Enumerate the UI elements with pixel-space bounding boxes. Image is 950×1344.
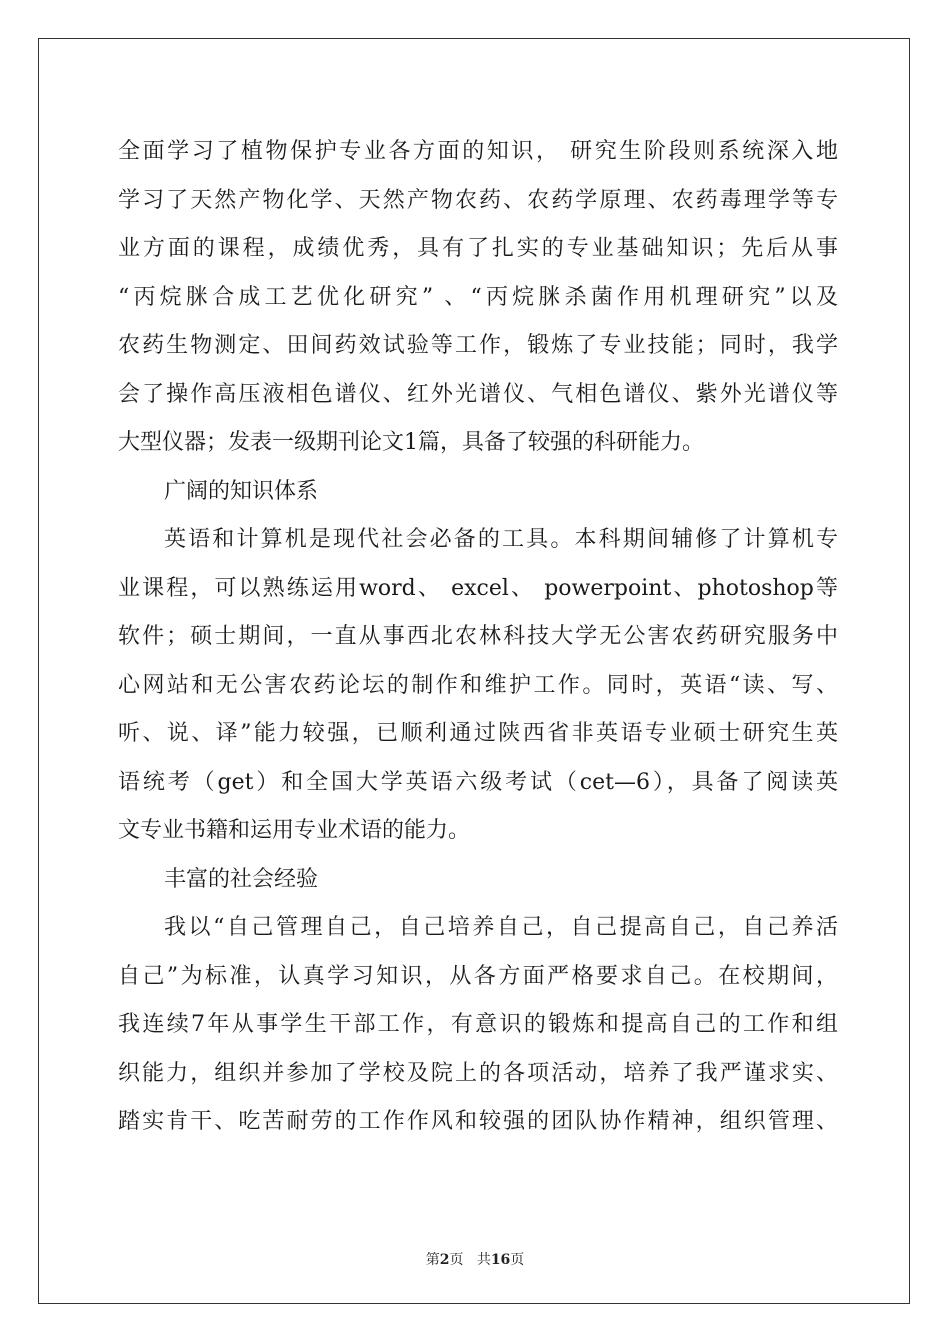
total-pages: 16 <box>490 1252 511 1268</box>
total-suffix: 页 <box>510 1252 525 1268</box>
paragraph-line: 大型仪器；发表一级期刊论文1篇，具备了较强的科研能力。 <box>118 430 704 455</box>
document-body <box>118 128 838 1147</box>
paragraph-line: 心网站和无公害农药论坛的制作和维护工作。同时，英语“读、写、 <box>118 672 838 698</box>
paragraph-line: 业课程，可以熟练运用word、 excel、 powerpoint、photoshop等 <box>118 575 838 601</box>
paragraph-line: 我连续7年从事学生干部工作，有意识的锻炼和提高自己的工作和组 <box>118 1012 838 1037</box>
page-number: 2 <box>439 1252 450 1268</box>
paragraph-line: 业方面的课程，成绩优秀，具有了扎实的专业基础知识；先后从事 <box>118 236 838 261</box>
paragraph-line: 听、说、译”能力较强，已顺利通过陕西省非英语专业硕士研究生英 <box>118 721 838 746</box>
paragraph-line: 学习了天然产物化学、天然产物农药、农药学原理、农药毒理学等专 <box>118 187 838 213</box>
paragraph-line: 会了操作高压液相色谱仪、红外光谱仪、气相色谱仪、紫外光谱仪等 <box>118 381 838 407</box>
paragraph-line: 我以“自己管理自己，自己培养自己，自己提高自己，自己养活 <box>164 915 838 940</box>
paragraph-line: 织能力，组织并参加了学校及院上的各项活动，培养了我严谨求实、 <box>118 1060 838 1086</box>
paragraph-line: 英语和计算机是现代社会必备的工具。本科期间辅修了计算机专 <box>164 527 838 552</box>
paragraph-line: 农药生物测定、田间药效试验等工作，锻炼了专业技能；同时，我学 <box>118 333 838 358</box>
page-footer <box>0 1249 950 1269</box>
paragraph-line: 语统考（get）和全国大学英语六级考试（cet—6），具备了阅读英 <box>118 769 838 795</box>
paragraph-line: 踏实肯干、吃苦耐劳的工作作风和较强的团队协作精神，组织管理、 <box>118 1109 838 1134</box>
total-prefix: 共 <box>476 1252 491 1268</box>
paragraph-line: 自己”为标准，认真学习知识，从各方面严格要求自己。在校期间， <box>118 963 838 989</box>
paragraph-line: “丙烷脒合成工艺优化研究” 、“丙烷脒杀菌作用机理研究”以及 <box>118 284 838 310</box>
section-heading: 广阔的知识体系 <box>164 478 319 504</box>
page-suffix: 页 <box>449 1252 464 1268</box>
paragraph-line: 软件；硕士期间，一直从事西北农林科技大学无公害农药研究服务中 <box>118 624 838 649</box>
paragraph-line: 全面学习了植物保护专业各方面的知识， 研究生阶段则系统深入地 <box>118 139 838 164</box>
page-prefix: 第 <box>425 1252 440 1268</box>
section-heading: 丰富的社会经验 <box>164 866 319 892</box>
paragraph-line: 文专业书籍和运用专业术语的能力。 <box>118 818 471 843</box>
